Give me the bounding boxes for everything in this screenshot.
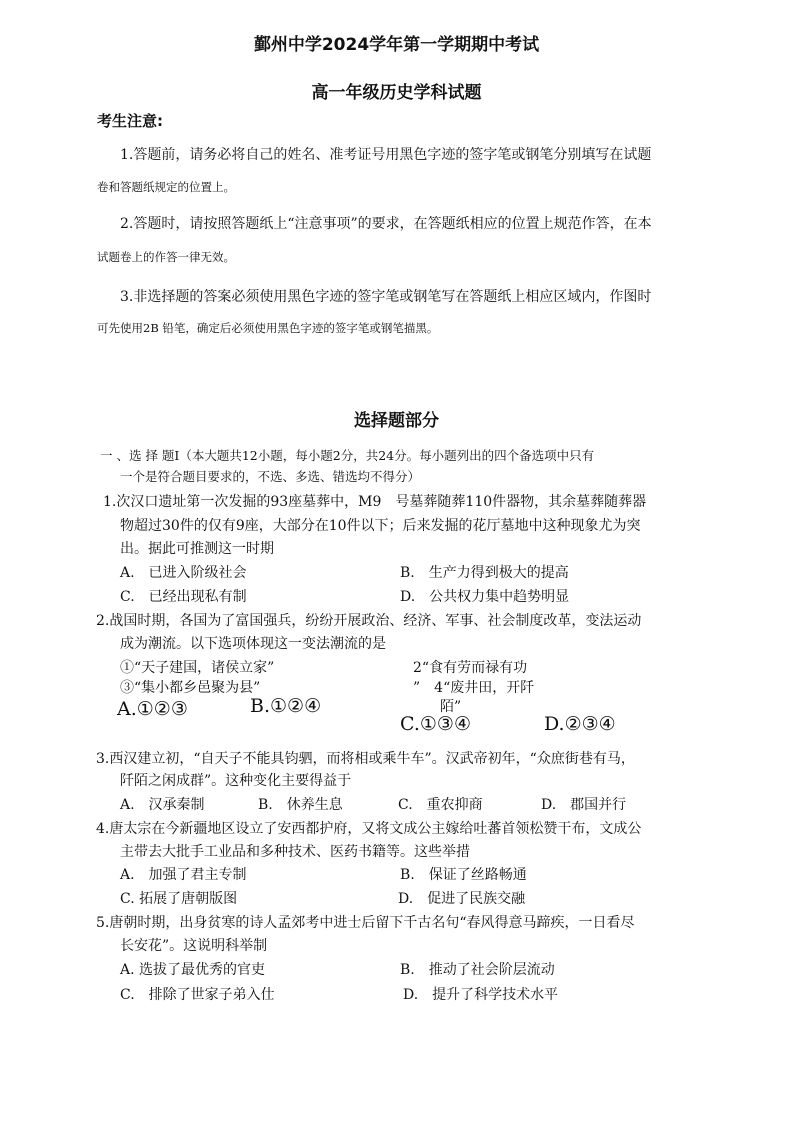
question-4-option-d: D. 促进了民族交融 [398, 891, 526, 907]
notice-item-2-line2: 试题卷上的作答一律无效。 [97, 250, 235, 264]
question-3-option-d: D. 郡国并行 [541, 797, 627, 813]
question-3-option-a: A. 汉承秦制 [120, 797, 205, 813]
question-1-option-a: A. 已进入阶级社会 [120, 565, 247, 581]
exam-subtitle: 高一年级历史学科试题 [311, 83, 482, 103]
question-1-option-b: B. 生产力得到极大的提高 [400, 565, 569, 581]
notice-heading: 考生注意: [97, 112, 163, 130]
question-5-option-b: B. 推动了社会阶层流动 [400, 962, 555, 978]
notice-item-1-line1: 1.答题前，请务必将自己的姓名、准考证号用黑色字迹的签字笔或钢笔分别填写在试题 [120, 147, 652, 163]
question-1-line1: 1.次汉口遗址第一次发掘的93座墓葬中，M9 号墓葬随葬110件器物，其余墓葬随葬器 [103, 494, 647, 510]
notice-item-1-line2: 卷和答题纸规定的位置上。 [97, 180, 235, 194]
question-2-item-4-cont: 陌” [440, 699, 462, 715]
notice-item-2-line1: 2.答题时，请按照答题纸上“注意事项”的要求，在答题纸相应的位置上规范作答，在本 [120, 216, 652, 232]
question-2-item-1: ①“天子建国，诸侯立家” [120, 660, 275, 676]
question-4-option-b: B. 保证了丝路畅通 [400, 867, 527, 883]
question-5-line1: 5.唐朝时期，出身贫寒的诗人孟郊考中进士后留下千古名句“春风得意马蹄疾，一日看尽 [96, 915, 635, 931]
question-2-line2: 成为潮流。以下选项体现这一变法潮流的是 [120, 636, 386, 652]
question-1-line3: 出。据此可推测这一时期 [120, 541, 274, 557]
question-2-item-4: ” 4“废井田，开阡 [413, 680, 535, 696]
question-3-line1: 3.西汉建立初，“自天子不能具钧驷，而将相或乘牛车”。汉武帝初年，“众庶街巷有马， [96, 751, 635, 767]
question-5-option-d: D. 提升了科学技术水平 [403, 987, 559, 1003]
question-4-line1: 4.唐太宗在今新疆地区设立了安西都护府，又将文成公主嫁给吐蕃首领松赞干布，文成公 [96, 821, 642, 837]
notice-item-3-line1: 3.非选择题的答案必须使用黑色字迹的签字笔或钢笔写在答题纸上相应区域内，作图时 [120, 289, 652, 305]
exam-title: 鄞州中学2024学年第一学期期中考试 [253, 35, 540, 55]
question-2-option-c: C.①③④ [400, 713, 471, 735]
question-2-option-d: D.②③④ [544, 713, 616, 735]
question-2-item-3: ③“集小都乡邑聚为县” [120, 680, 261, 696]
question-5-option-a: A. 选拔了最优秀的官吏 [120, 962, 266, 978]
question-2-option-b: B.①②④ [250, 695, 322, 717]
question-2-option-a: A.①②③ [117, 698, 188, 720]
section-instruction-line1: 一 、选 择 题I（本大题共12小题，每小题2分，共24分。每小题列出的四个备选项中只有 [100, 448, 595, 463]
question-1-line2: 物超过30件的仅有9座，大部分在10件以下；后来发掘的花厅墓地中这种现象尤为突 [120, 518, 641, 534]
notice-item-3-line2: 可先使用2B 铅笔，确定后必须使用黑色字迹的签字笔或钢笔描黑。 [97, 321, 439, 335]
question-3-option-c: C. 重农抑商 [398, 797, 483, 813]
question-2-line1: 2.战国时期，各国为了富国强兵，纷纷开展政治、经济、军事、社会制度改革，变法运动 [96, 613, 642, 629]
question-1-option-c: C. 已经出现私有制 [120, 589, 247, 605]
section-instruction-line2: 一个是符合题目要求的，不选、多选、错选均不得分） [120, 469, 421, 484]
question-4-line2: 主带去大批手工业品和多种技术、医药书籍等。这些举措 [120, 844, 470, 860]
question-5-line2: 长安花”。这说明科举制 [120, 938, 268, 954]
question-3-option-b: B. 休养生息 [258, 797, 343, 813]
question-4-option-a: A. 加强了君主专制 [120, 867, 247, 883]
question-5-option-c: C. 排除了世家子弟入仕 [120, 987, 275, 1003]
question-1-option-d: D. 公共权力集中趋势明显 [400, 589, 570, 605]
question-4-option-c: C. 拓展了唐朝版图 [120, 891, 238, 907]
section-title: 选择题部分 [354, 411, 439, 431]
question-2-item-2: 2“食有劳而禄有功 [413, 660, 528, 676]
question-3-line2: 阡陌之闲成群”。这种变化主要得益于 [120, 773, 352, 789]
